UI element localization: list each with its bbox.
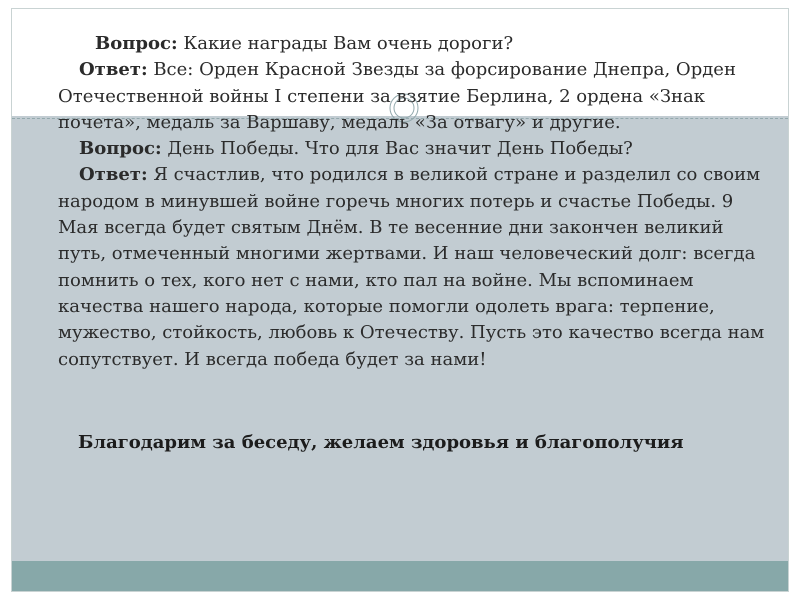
answer-1	[58, 57, 770, 136]
answer-text: Я счастлив, что родился в великой стране и разделил со своим народом в минувшей войне горечь многих потерь и счастье Победы. 9 Мая всегда будет святым Днём. В те весенние дни закончен великий путь, отмеченный многими жертвами. И наш человеческий долг: всегда помнить о тех, кого нет с нами, кто пал на войне. Мы вспоминаем качества нашего народа, которые помогли одолеть врага: терпение, мужество, стойкость, любовь к Отечеству. Пусть это качество всегда нам сопутствует. И всегда победа будет за нами!	[58, 164, 765, 370]
closing-statement: Благодарим за беседу, желаем здоровья и благополучия	[78, 432, 684, 453]
answer-label: Ответ:	[79, 59, 148, 81]
question-text: Какие награды Вам очень дороги?	[177, 33, 514, 54]
answer-text: Все: Орден Красной Звезды за форсирование Днепра, Орден Отечественной войны I степени за взятие Берлина, 2 ордена «Знак почета», медаль за Варшаву, медаль «За отвагу» и другие.	[58, 59, 736, 133]
interview-text	[58, 31, 770, 373]
question-label: Вопрос:	[95, 33, 178, 54]
answer-2	[58, 162, 770, 372]
slide-footer-band	[12, 561, 788, 591]
question-label: Вопрос:	[79, 138, 162, 160]
question-2	[58, 136, 770, 162]
question-text: День Победы. Что для Вас значит День Победы?	[161, 138, 633, 160]
answer-label: Ответ:	[79, 164, 148, 186]
question-1	[58, 31, 770, 57]
